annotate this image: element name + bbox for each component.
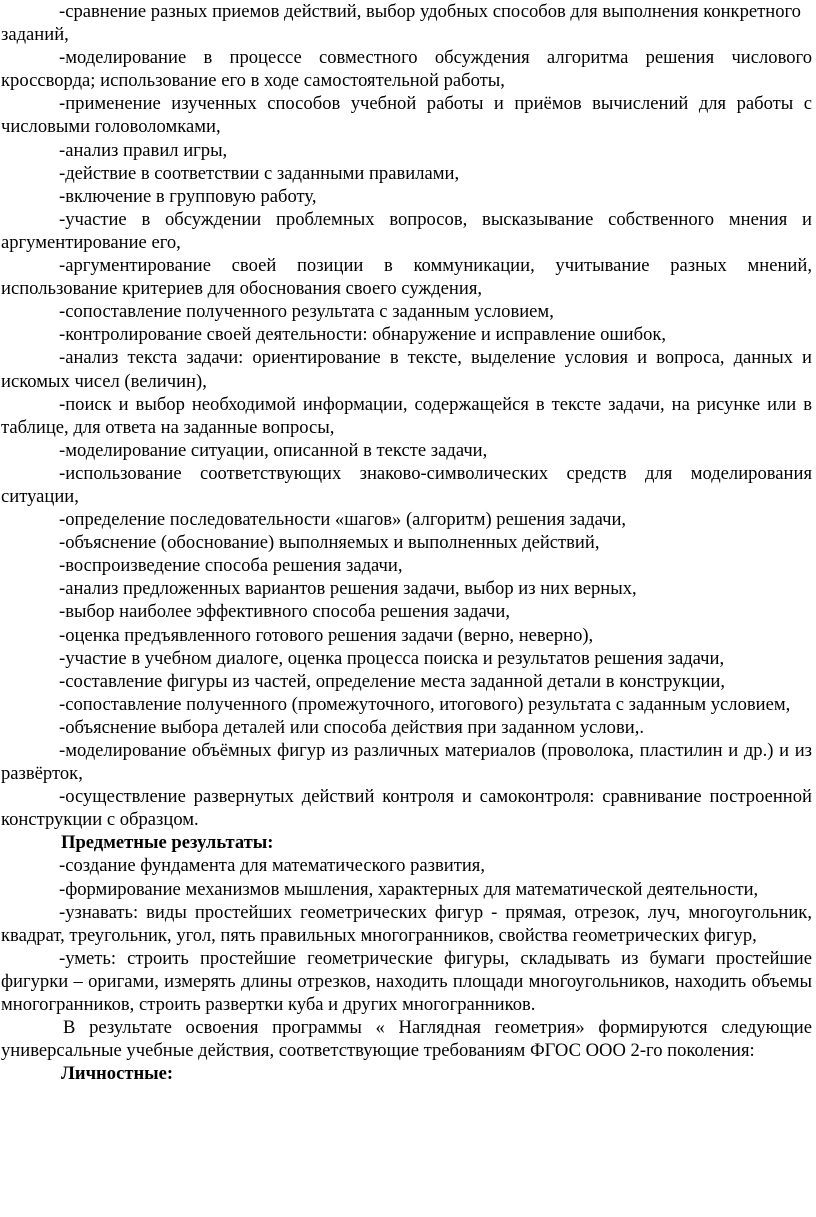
list-item: -оценка предъявленного готового решения задачи (верно, неверно), xyxy=(59,624,594,646)
personal-heading: Личностные: xyxy=(61,1063,174,1085)
list-item: -анализ текста задачи: ориентирование в тексте, выделение условия и вопроса, данных и искомых чисел (величин), xyxy=(1,347,812,392)
list-item: -моделирование в процессе совместного обсуждения алгоритма решения числового кроссворда; использование его в ходе самостоятельной работы, xyxy=(1,47,812,92)
list-item: -поиск и выбор необходимой информации, содержащейся в тексте задачи, на рисунке или в таблице, для ответа на заданные вопросы, xyxy=(1,393,812,438)
list-item: -использование соответствующих знаково-символических средств для моделирования ситуации, xyxy=(1,462,812,507)
list-item: -создание фундамента для математического развития, xyxy=(59,855,485,877)
list-item: -действие в соответствии с заданными правилами, xyxy=(59,162,460,184)
list-item: -сопоставление полученного (промежуточного, итогового) результата с заданным условием, xyxy=(59,693,791,715)
list-item: -аргументирование своей позиции в коммуникации, учитывание разных мнений, использование критериев для обоснования своего суждения, xyxy=(1,255,812,300)
list-item: -объяснение (обоснование) выполняемых и выполненных действий, xyxy=(59,532,600,554)
list-item: -составление фигуры из частей, определение места заданной детали в конструкции, xyxy=(59,670,726,692)
list-item: -моделирование объёмных фигур из различных материалов (проволока, пластилин и др.) и из развёрток, xyxy=(1,740,812,785)
list-item: -контролирование своей деятельности: обнаружение и исправление ошибок, xyxy=(59,324,667,346)
list-item: -определение последовательности «шагов» (алгоритм) решения задачи, xyxy=(59,509,627,531)
list-item: -моделирование ситуации, описанной в тексте задачи, xyxy=(59,439,488,461)
subject-results-heading: Предметные результаты: xyxy=(61,832,274,854)
list-item: -осуществление развернутых действий контроля и самоконтроля: сравнивание построенной конструкции с образцом. xyxy=(1,786,812,831)
summary-paragraph: В результате освоения программы « Наглядная геометрия» формируются следующие универсальные учебные действия, соответствующие требованиям ФГОС ООО 2-го поколения: xyxy=(1,1017,812,1062)
list-item: -применение изученных способов учебной работы и приёмов вычислений для работы с числовыми головоломками, xyxy=(1,93,812,138)
list-item: -воспроизведение способа решения задачи, xyxy=(59,555,403,577)
list-item: -включение в групповую работу, xyxy=(59,185,317,207)
list-item: -участие в учебном диалоге, оценка процесса поиска и результатов решения задачи, xyxy=(59,647,725,669)
list-item: -узнавать: виды простейших геометрических фигур - прямая, отрезок, луч, многоугольник, квадрат, треугольник, угол, пять правильных многогранников, свойства геометрических фигур, xyxy=(1,901,812,946)
activity-list xyxy=(1,0,812,831)
list-item: -участие в обсуждении проблемных вопросов, высказывание собственного мнения и аргументирование его, xyxy=(1,208,812,253)
list-item: -объяснение выбора деталей или способа действия при заданном услови,. xyxy=(59,716,644,738)
subject-results-list xyxy=(1,854,812,1016)
list-item: -выбор наиболее эффективного способа решения задачи, xyxy=(59,601,510,623)
list-item: -сравнение разных приемов действий, выбор удобных способов для выполнения конкретного заданий, xyxy=(1,1,801,46)
list-item: -анализ правил игры, xyxy=(59,139,228,161)
list-item: -формирование механизмов мышления, характерных для математической деятельности, xyxy=(59,878,759,900)
list-item: -уметь: строить простейшие геометрические фигуры, складывать из бумаги простейшие фигурки – оригами, измерять длины отрезков, находить площади многоугольников, находить объемы многогранников, строить развертки куба и других многогранников. xyxy=(1,947,812,1016)
list-item: -анализ предложенных вариантов решения задачи, выбор из них верных, xyxy=(59,578,637,600)
list-item: -сопоставление полученного результата с заданным условием, xyxy=(59,301,554,323)
